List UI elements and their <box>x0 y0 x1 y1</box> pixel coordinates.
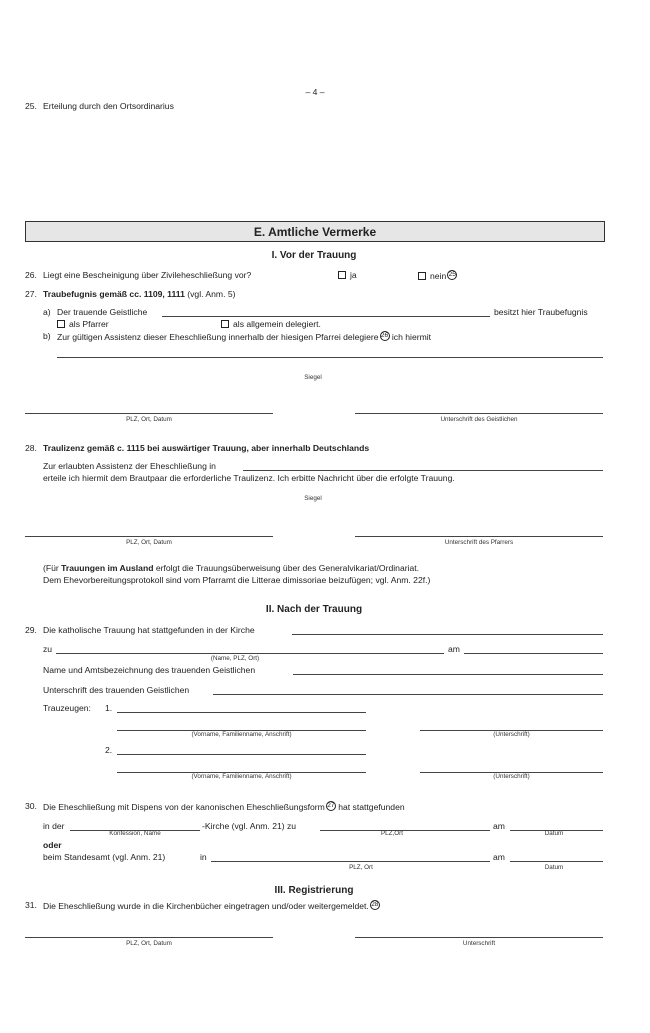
seal-label: Siegel <box>304 374 322 381</box>
seal-label: Siegel <box>304 495 322 502</box>
signature-caption: Unterschrift des Geistlichen <box>440 416 518 423</box>
item-27-title: Traubefugnis gemäß cc. 1109, 1111 <box>43 289 185 299</box>
checkbox-icon[interactable] <box>221 320 229 328</box>
delegated-option[interactable] <box>221 319 321 329</box>
clergy-title-field[interactable] <box>293 674 603 675</box>
item-30-number: 30. <box>25 801 37 811</box>
item-30-in-der: in der <box>43 821 65 831</box>
section-e-header <box>25 221 605 242</box>
clergy-signature-label: Unterschrift des trauenden Geistlichen <box>43 685 190 695</box>
item-30-text-suffix: hat stattgefunden <box>338 802 405 812</box>
signature-caption: Unterschrift <box>462 940 496 947</box>
item-28-line1: Zur erlaubten Assistenz der Eheschließung in <box>43 461 216 471</box>
signature-caption: (Unterschrift) <box>493 773 530 780</box>
registry-office-date-field[interactable] <box>510 861 603 862</box>
item-28-line2: erteile ich hiermit dem Brautpaar die erforderliche Traulizenz. Ich erbitte Nachricht über die erfolgte Trauung. <box>43 473 455 483</box>
license-place-field[interactable] <box>243 470 603 471</box>
confession-caption: Konfession, Name <box>109 830 161 837</box>
clergy-signature-field[interactable] <box>213 694 603 695</box>
clergy-name-label: Name und Amtsbezeichnung des trauenden Geistlichen <box>43 665 256 675</box>
place-caption: PLZ,Ort <box>380 830 404 837</box>
section-e-title: E. Amtliche Vermerke <box>253 225 377 239</box>
item-27-a-label: a) <box>43 307 51 317</box>
item-30-oder: oder <box>43 840 62 850</box>
place-field[interactable] <box>56 653 444 654</box>
item-27-b-suffix: ich hiermit <box>391 332 432 342</box>
place-date-field[interactable] <box>25 937 273 938</box>
item-28-title: Traulizenz gemäß c. 1115 bei auswärtiger Trauung, aber innerhalb Deutschlands <box>43 443 370 453</box>
signature-field[interactable] <box>355 937 603 938</box>
item-25-number: 25. <box>25 101 37 111</box>
note-suffix: erfolgt die Trauungsüberweisung über des Generalvikariat/Ordinariat. <box>153 563 420 573</box>
item-25-text: Erteilung durch den Ortsordinarius <box>43 101 174 111</box>
item-30-am-2: am <box>493 852 505 862</box>
item-26-no-label: nein <box>430 271 447 281</box>
item-27-number: 27. <box>25 289 37 299</box>
pastor-option[interactable] <box>57 319 109 329</box>
item-28-note-line2: Dem Ehevorbereitungsprotokoll sind vom Pfarramt die Litterae dimissoriae beizufügen; vgl. Anm. 22f.) <box>43 575 431 585</box>
signature-caption: (Unterschrift) <box>493 731 530 738</box>
place-caption-2: PLZ, Ort <box>349 864 373 871</box>
signature-caption: Unterschrift des Pfarrers <box>444 539 514 546</box>
item-28-note <box>43 563 419 573</box>
item-27-b-label: b) <box>43 331 51 341</box>
subsection-ii-title: II. Nach der Trauung <box>265 604 363 615</box>
checkbox-icon[interactable] <box>418 272 426 280</box>
date-caption-2: Datum <box>544 864 564 871</box>
page-number: – 4 – <box>305 87 325 97</box>
item-28-number: 28. <box>25 443 37 453</box>
place-date-caption: PLZ, Ort, Datum <box>126 539 172 546</box>
witness-2-number: 2. <box>105 745 113 755</box>
checkbox-icon[interactable] <box>338 271 346 279</box>
item-30-text-row <box>43 801 405 812</box>
item-27-a-text: Der trauende Geistliche <box>57 307 148 317</box>
signature-field[interactable] <box>355 413 603 414</box>
item-29-am: am <box>448 644 460 654</box>
place-date-field[interactable] <box>25 536 273 537</box>
item-27-title-suffix: (vgl. Anm. 5) <box>187 289 236 299</box>
witness-2-name-field[interactable] <box>117 754 366 755</box>
item-31-number: 31. <box>25 900 37 910</box>
person-caption: (Vorname, Familienname, Anschrift) <box>191 773 292 780</box>
footnote-marker: 27 <box>327 802 335 809</box>
item-27-b-row <box>57 331 431 342</box>
clergy-name-field[interactable] <box>162 316 490 317</box>
date-caption: Datum <box>544 830 564 837</box>
footnote-marker: 25 <box>448 271 456 278</box>
place-date-field[interactable] <box>25 413 273 414</box>
item-26-yes-label: ja <box>350 270 357 280</box>
note-bold: Trauungen im Ausland <box>61 563 154 573</box>
subsection-iii-title: III. Registrierung <box>274 885 354 896</box>
date-field[interactable] <box>464 653 603 654</box>
witnesses-label: Trauzeugen: <box>43 703 91 713</box>
item-30-am: am <box>493 821 505 831</box>
item-29-number: 29. <box>25 625 37 635</box>
witness-1-name-field[interactable] <box>117 712 366 713</box>
delegated-option-label: als allgemein delegiert. <box>233 319 321 329</box>
item-30-in: in <box>200 852 207 862</box>
footnote-marker: 26 <box>380 332 389 339</box>
registry-office-place-field[interactable] <box>211 861 490 862</box>
item-26-number: 26. <box>25 270 37 280</box>
item-30-text: Die Eheschließung mit Dispens von der kanonischen Eheschließungsform <box>43 802 325 812</box>
church-field[interactable] <box>292 634 603 635</box>
item-29-line1: Die katholische Trauung hat stattgefunden in der Kirche <box>43 625 255 635</box>
person-caption: (Vorname, Familienname, Anschrift) <box>191 731 292 738</box>
item-31-text-row <box>43 900 380 911</box>
item-30-kirche: -Kirche (vgl. Anm. 21) zu <box>202 821 297 831</box>
item-29-zu: zu <box>43 644 53 654</box>
footnote-marker: 28 <box>371 901 379 908</box>
item-27-a-suffix: besitzt hier Traubefugnis <box>494 307 588 317</box>
item-26-text: Liegt eine Bescheinigung über Zivileheschließung vor? <box>43 270 252 280</box>
pastor-option-label: als Pfarrer <box>69 319 109 329</box>
place-date-caption: PLZ, Ort, Datum <box>126 940 172 947</box>
checkbox-icon[interactable] <box>57 320 65 328</box>
item-30-standesamt: beim Standesamt (vgl. Anm. 21) <box>43 852 166 862</box>
witness-1-number: 1. <box>105 703 113 713</box>
place-caption: (Name, PLZ, Ort) <box>210 655 260 662</box>
item-26-no-option[interactable] <box>418 270 457 281</box>
subsection-i-title: I. Vor der Trauung <box>271 250 357 261</box>
item-27-title-row <box>43 289 236 299</box>
note-prefix: (Für <box>43 563 62 573</box>
item-26-yes-option[interactable] <box>338 270 357 280</box>
item-27-b-text: Zur gültigen Assistenz dieser Eheschließung innerhalb der hiesigen Pfarrei delegiere <box>57 332 379 342</box>
item-31-text: Die Eheschließung wurde in die Kirchenbücher eingetragen und/oder weitergemeldet. <box>43 901 369 911</box>
delegate-name-field[interactable] <box>57 357 603 358</box>
place-date-caption: PLZ, Ort, Datum <box>126 416 172 423</box>
signature-field[interactable] <box>355 536 603 537</box>
